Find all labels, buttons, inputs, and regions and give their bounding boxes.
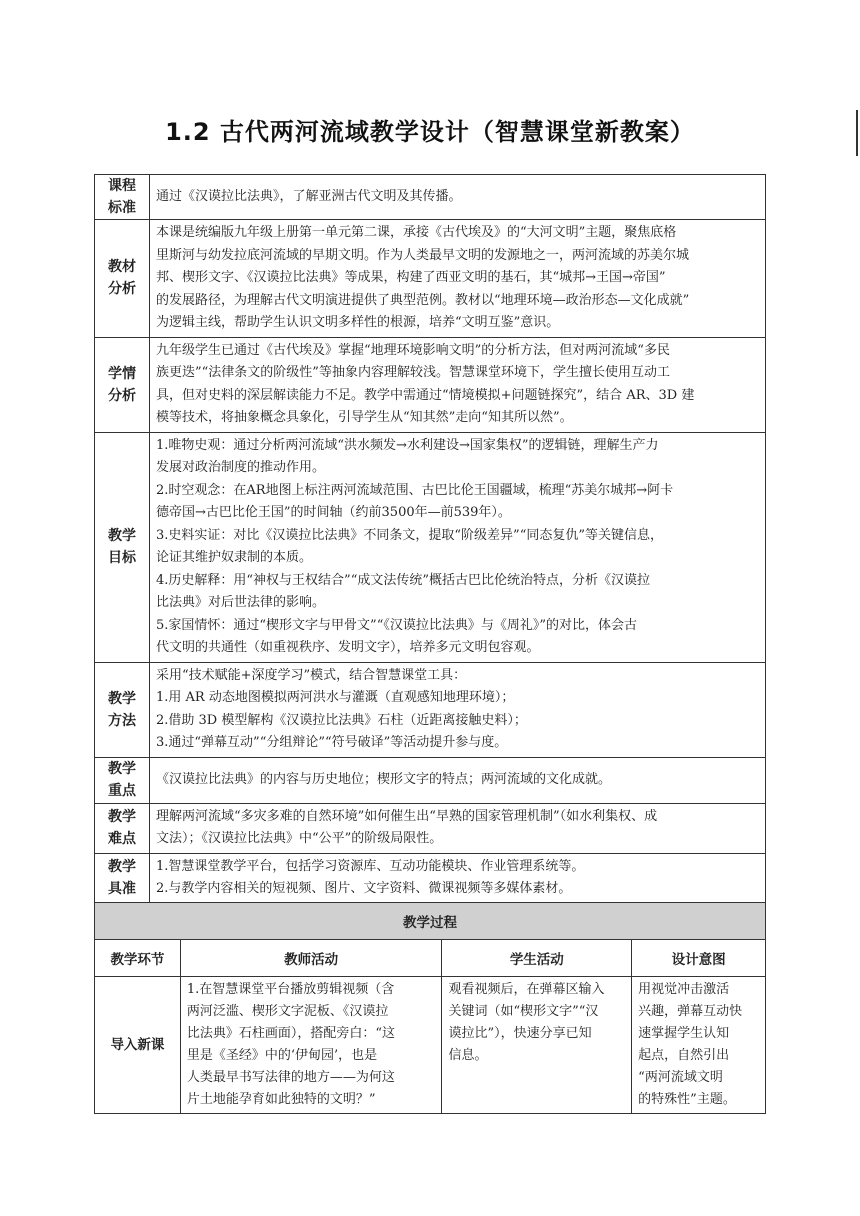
info-row: [95, 662, 766, 757]
content-line: 发展对政治制度的推动作用。: [156, 460, 326, 475]
content-line: 九年级学生已通过《古代埃及》掌握“地理环境影响文明”的分析方法，但对两河流域“多民: [156, 342, 670, 358]
intent-line: “两河流域文明: [638, 1070, 723, 1085]
teacher-line: 里是《圣经》中的‘伊甸园’，也是: [186, 1048, 378, 1063]
row-label-line: 学情: [108, 365, 136, 382]
intent-line: 起点，自然引出: [638, 1048, 730, 1063]
content-line: 本课是统编版九年级上册第一单元第二课，承接《古代埃及》的“大河文明”主题，聚焦底格: [156, 225, 677, 240]
row-label-line: 分析: [108, 281, 136, 298]
row-content: [150, 220, 766, 338]
teaching-process-table: [94, 902, 766, 1114]
content-line: 文法）；《汉谟拉比法典》中“公平”的阶级局限性。: [156, 831, 443, 846]
process-row: [95, 977, 766, 1114]
row-label: [95, 803, 150, 853]
content-line: 族更迭”“法律条文的阶级性”等抽象内容理解较浅。智慧课堂环境下，学生擅长使用互动工: [156, 365, 670, 380]
content-line: 邦、楔形文字、《汉谟拉比法典》等成果，构建了西亚文明的基石，其“城邦→王国→帝国”: [156, 270, 666, 285]
row-label-line: 难点: [108, 831, 136, 847]
content-line: 采用“技术赋能+深度学习”模式，结合智慧课堂工具：: [156, 667, 467, 683]
info-row: [95, 803, 766, 853]
content-line: 德帝国→古巴比伦王国”的时间轴（约前3500年—前539年）。: [156, 505, 511, 520]
student-line: 谟拉比”），快速分享已知: [448, 1026, 592, 1041]
info-row: [95, 175, 766, 220]
row-content: [150, 803, 766, 853]
content-line: 1.用 AR 动态地图模拟两河洪水与灌溉（直观感知地理环境）；: [156, 690, 515, 705]
content-line: 5.家国情怀：通过“楔形文字与甲骨文”“《汉谟拉比法典》与《周礼》”的对比，体会古: [156, 617, 637, 633]
teacher-line: 比法典》石柱画面），搭配旁白：“这: [186, 1026, 396, 1041]
info-row: [95, 220, 766, 338]
row-label-line: 教学: [108, 809, 136, 825]
content-line: 2.借助 3D 模型解构《汉谟拉比法典》石柱（近距离接触史料）；: [156, 712, 527, 728]
row-label: [95, 337, 150, 432]
content-line: 比法典》对后世法律的影响。: [156, 595, 326, 610]
row-content: [150, 175, 766, 220]
row-label-line: 目标: [108, 550, 136, 566]
header-teacher: 教师活动: [180, 940, 442, 977]
row-label: [95, 220, 150, 338]
row-label-line: 课程: [108, 178, 136, 194]
row-content: [150, 757, 766, 803]
row-label: [95, 757, 150, 803]
row-content: [150, 662, 766, 757]
row-content: [150, 337, 766, 432]
student-line: 信息。: [448, 1048, 488, 1063]
page-title: 1.2 古代两河流域教学设计（智慧课堂新教案）: [165, 118, 695, 146]
content-line: 代文明的共通性（如重视秩序、发明文字），培养多元文明包容观。: [156, 640, 540, 655]
teacher-activity-cell: [180, 977, 442, 1114]
row-label-line: 重点: [108, 783, 136, 799]
row-label-line: 教学: [108, 690, 136, 707]
intent-line: 用视觉冲击激活: [638, 982, 730, 997]
row-label-line: 具准: [108, 881, 136, 898]
content-line: 具，但对史料的深层解读能力不足。教学中需通过“情境模拟+问题链探究”，结合 AR、3D 建: [156, 387, 695, 403]
header-student: 学生活动: [442, 940, 632, 977]
stage-cell: 导入新课: [95, 977, 181, 1114]
row-label-line: 方法: [108, 712, 136, 729]
content-line: 为逻辑主线，帮助学生认识文明多样性的根源，培养“文明互鉴”意识。: [156, 315, 560, 330]
content-line: 3.史料实证：对比《汉谟拉比法典》不同条文，提取“阶级差异”“同态复仇”等关键信息，: [156, 527, 663, 543]
row-content: [150, 432, 766, 662]
content-line: 《汉谟拉比法典》的内容与历史地位；楔形文字的特点；两河流域的文化成就。: [156, 771, 612, 787]
student-line: 关键词（如“楔形文字”“汉: [448, 1004, 599, 1019]
student-line: 观看视频后，在弹幕区输入: [448, 982, 605, 997]
intent-activity-cell: [632, 977, 766, 1114]
info-row: [95, 757, 766, 803]
teacher-line: 片土地能孕育如此独特的文明？”: [186, 1092, 376, 1107]
teacher-line: 人类最早书写法律的地方——为何这: [186, 1070, 395, 1085]
row-label: [95, 662, 150, 757]
content-line: 4.历史解释：用“神权与王权结合”“成文法传统”概括古巴比伦统治特点，分析《汉谟拉: [156, 572, 650, 588]
row-label-line: 教学: [108, 528, 136, 544]
row-label-line: 分析: [108, 387, 136, 404]
header-intent: 设计意图: [632, 940, 766, 977]
lesson-info-table: [94, 174, 766, 926]
content-line: 的发展路径，为理解古代文明演进提供了典型范例。教材以“地理环境—政治形态—文化成就”: [156, 292, 690, 308]
teacher-line: 两河泛滥、楔形文字泥板、《汉谟拉: [186, 1004, 389, 1019]
teacher-line: 1.在智慧课堂平台播放剪辑视频（含: [186, 982, 395, 997]
intent-line: 兴趣，弹幕互动快: [638, 1004, 743, 1019]
row-label-line: 教学: [108, 859, 136, 876]
intent-line: 速掌握学生认知: [638, 1026, 730, 1041]
content-line: 里斯河与幼发拉底河流域的早期文明。作为人类最早文明的发源地之一，两河流域的苏美尔城: [156, 247, 690, 263]
intent-line: 的特殊性”主题。: [638, 1092, 736, 1107]
content-line: 论证其维护奴隶制的本质。: [156, 550, 313, 565]
content-line: 1.智慧课堂教学平台，包括学习资源库、互动功能模块、作业管理系统等。: [156, 858, 585, 874]
row-label: [95, 175, 150, 220]
content-line: 3.通过“弹幕互动”“分组辩论”“符号破译”等活动提升参与度。: [156, 735, 508, 750]
content-line: 模等技术，将抽象概念具象化，引导学生从“知其然”走向“知其所以然”。: [156, 410, 573, 425]
content-line: 2.时空观念：在AR地图上标注两河流域范围、古巴比伦王国疆域，梳理“苏美尔城邦→阿卡: [156, 482, 674, 498]
header-stage: 教学环节: [95, 940, 181, 977]
student-activity-cell: [442, 977, 632, 1114]
row-label-line: 标准: [108, 200, 136, 216]
content-line: 1.唯物史观：通过分析两河流域“洪水频发→水利建设→国家集权”的逻辑链，理解生产力: [156, 437, 659, 453]
info-row: [95, 337, 766, 432]
process-title: 教学过程: [95, 903, 766, 940]
content-line: 2.与教学内容相关的短视频、图片、文字资料、微课视频等多媒体素材。: [156, 881, 572, 896]
content-line: 通过《汉谟拉比法典》，了解亚洲古代文明及其传播。: [156, 188, 462, 204]
row-label: [95, 432, 150, 662]
row-label-line: 教材: [108, 259, 136, 276]
row-label-line: 教学: [108, 761, 136, 777]
content-line: 理解两河流域“多灾多难的自然环境”如何催生出“早熟的国家管理机制”（如水利集权、成: [156, 808, 658, 824]
info-row: [95, 432, 766, 662]
